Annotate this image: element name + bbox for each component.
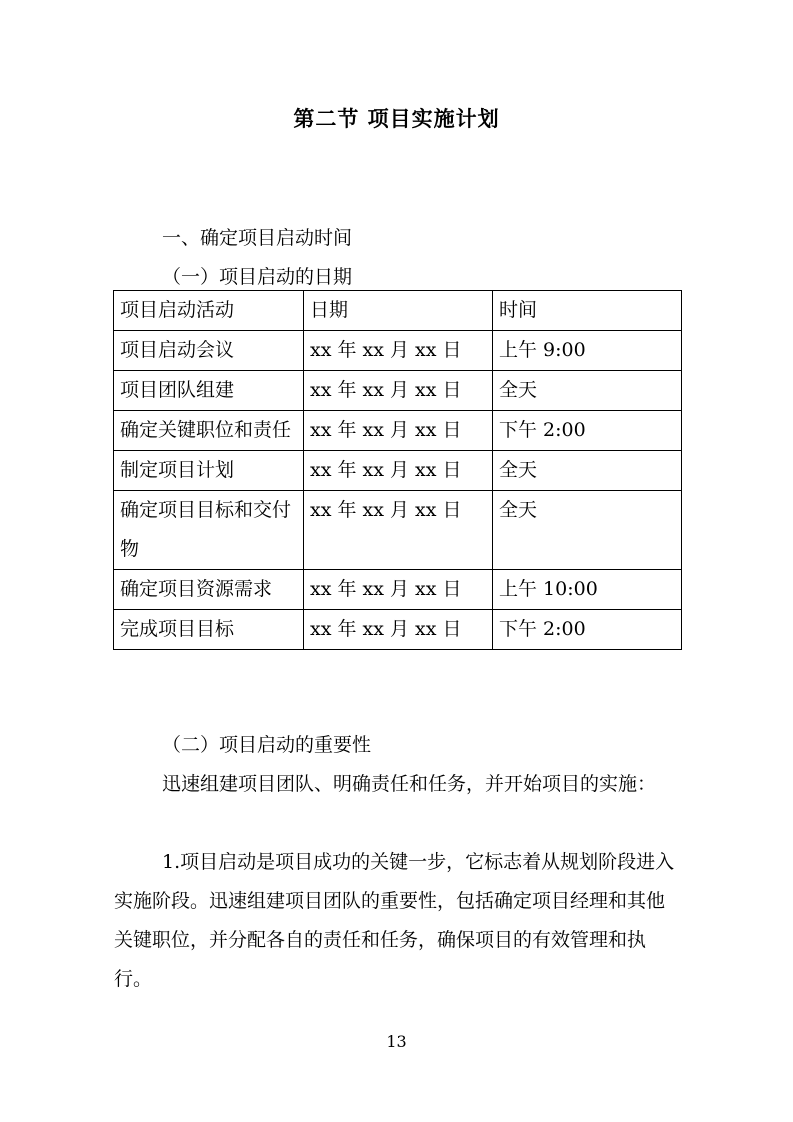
cell-time: 下午 2:00 — [493, 411, 682, 451]
paragraph-intro: 迅速组建项目团队、明确责任和任务，并开始项目的实施： — [162, 773, 657, 795]
table-row — [114, 491, 682, 570]
schedule-table — [113, 290, 682, 650]
table-row — [114, 331, 682, 371]
cell-date: xx 年 xx 月 xx 日 — [304, 331, 493, 371]
cell-time: 全天 — [493, 451, 682, 491]
cell-activity: 项目团队组建 — [114, 371, 304, 411]
cell-time: 全天 — [493, 371, 682, 411]
header-activity: 项目启动活动 — [114, 291, 304, 331]
table-row — [114, 411, 682, 451]
table-row — [114, 451, 682, 491]
cell-date: xx 年 xx 月 xx 日 — [304, 491, 493, 570]
cell-activity: 完成项目目标 — [114, 610, 304, 650]
cell-activity: 确定项目目标和交付物 — [114, 491, 304, 570]
cell-activity: 项目启动会议 — [114, 331, 304, 371]
page-number: 13 — [386, 1032, 407, 1051]
cell-activity: 制定项目计划 — [114, 451, 304, 491]
subheading-importance: （二）项目启动的重要性 — [162, 734, 372, 756]
cell-date: xx 年 xx 月 xx 日 — [304, 371, 493, 411]
cell-activity: 确定项目资源需求 — [114, 570, 304, 610]
paragraph-point-1: 1.项目启动是项目成功的关键一步，它标志着从规划阶段进入实施阶段。迅速组建项目团队的重要性，包括确定项目经理和其他关键职位，并分配各自的责任和任务，确保项目的有效管理和执行。 — [114, 851, 675, 990]
cell-time: 下午 2:00 — [493, 610, 682, 650]
cell-activity: 确定关键职位和责任 — [114, 411, 304, 451]
header-time: 时间 — [493, 291, 682, 331]
table-header-row — [114, 291, 682, 331]
header-date: 日期 — [304, 291, 493, 331]
cell-time: 上午 10:00 — [493, 570, 682, 610]
cell-date: xx 年 xx 月 xx 日 — [304, 610, 493, 650]
table-row — [114, 371, 682, 411]
table-row — [114, 570, 682, 610]
cell-time: 上午 9:00 — [493, 331, 682, 371]
cell-date: xx 年 xx 月 xx 日 — [304, 570, 493, 610]
section-title: 第二节 项目实施计划 — [293, 106, 500, 131]
subheading-start-date: （一）项目启动的日期 — [162, 266, 353, 288]
cell-date: xx 年 xx 月 xx 日 — [304, 451, 493, 491]
cell-time: 全天 — [493, 491, 682, 570]
heading-start-time: 一、确定项目启动时间 — [162, 227, 353, 249]
table-row — [114, 610, 682, 650]
cell-date: xx 年 xx 月 xx 日 — [304, 411, 493, 451]
